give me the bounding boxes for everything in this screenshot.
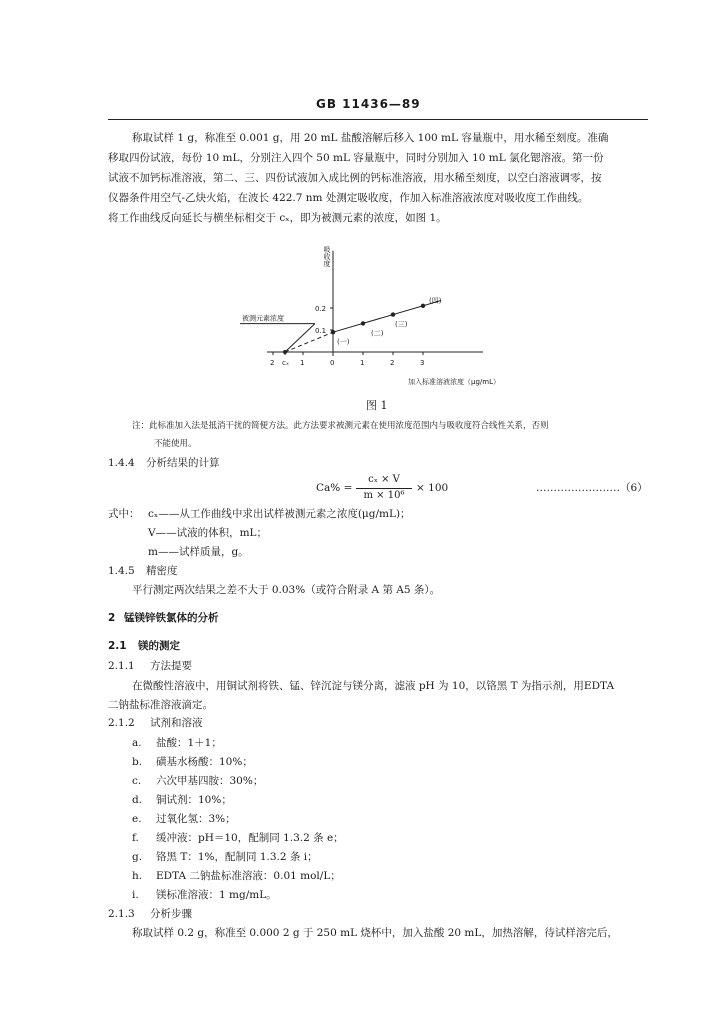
standard-addition-chart [230,232,530,392]
equation-number: ……………………（6） [536,482,648,494]
section-number: 2 [108,612,116,624]
section-title: 精密度 [146,565,178,577]
point-label: (一) [337,338,350,347]
section-number: 2.1.3 [108,908,135,920]
x-tick-label: cₓ [282,359,289,367]
list-item: 镁标准溶液：1 mg/mL。 [156,889,277,901]
list-item: 铬黑 T：1%，配制同 1.3.2 条 i； [156,851,318,863]
figure-note-line: 注：此标准加入法是抵消干扰的简便方法。此方法要求被测元素在使用浓度范围内与吸收度符合线性关系，否则 [132,421,549,431]
section-title: 分析结果的计算 [146,457,220,469]
y-axis-label: 吸收度 [323,246,331,267]
data-point [421,304,425,308]
precision-text: 平行测定两次结果之差不大于 0.03%（或符合附录 A 第 A5 条）。 [132,584,441,596]
x-axis-label: 加入标准溶液浓度（μg/mL） [408,378,500,386]
x-tick-label: 2 [270,359,275,367]
section-title: 方法提要 [150,660,192,672]
x-tick-label: 1 [300,359,305,367]
list-item: 铜试剂：10%； [156,794,232,806]
fraction-bar [356,488,412,489]
list-item-label: d. [132,794,143,806]
where-item: m——试样质量，g。 [148,546,249,558]
list-item-label: a. [132,737,142,749]
list-item: 缓冲液：pH＝10，配制同 1.3.2 条 e； [156,832,344,844]
paragraph-line: 试液不加钙标准溶液，第二、三、四份试液加入成比例的钙标准溶液，用水稀至刻度，以空白溶液调零，按 [108,172,602,184]
where-item: V——试液的体积，mL； [148,527,268,539]
list-item-label: c. [132,775,142,787]
section-number: 1.4.4 [108,457,135,469]
y-tick-label: 0.1 [315,327,327,335]
list-item: 过氧化氢：3%； [156,813,236,825]
data-point [391,312,395,316]
intercept-pointer [285,324,315,352]
formula-denominator: m × 10⁶ [363,490,405,501]
paragraph-line: 称取试样 1 g，称准至 0.001 g，用 20 mL 盐酸溶解后移入 100 mL 容量瓶中，用水稀至刻度。准确 [132,132,609,144]
section-number: 1.4.5 [108,565,135,577]
standard-code-header: GB 11436—89 [316,97,421,111]
intercept-point [283,350,287,354]
header-rule [108,119,648,120]
extrapolation-line [285,332,333,352]
list-item: EDTA 二钠盐标准溶液：0.01 mol/L； [156,870,341,882]
paragraph-line: 移取四份试液，每份 10 mL，分别注入四个 50 mL 容量瓶中，同时分别加入 10 mL 氯化锶溶液。第一份 [108,152,604,164]
section-title: 试剂和溶液 [150,717,203,729]
data-point [361,321,365,325]
figure-note-line: 不能使用。 [154,439,197,449]
x-tick-label: 0 [330,359,335,367]
list-item-label: h. [132,870,143,882]
list-item-label: f. [132,832,139,844]
x-tick-label: 1 [360,359,365,367]
paragraph-line: 在微酸性溶液中，用铜试剂将铁、锰、锌沉淀与镁分离，滤液 pH 为 10，以铬黑 T 为指示剂，用EDTA [132,680,615,692]
x-tick-label: 3 [420,359,425,367]
list-item-label: g. [132,851,143,863]
list-item: 六次甲基四胺：30%； [156,775,264,787]
list-item-label: b. [132,756,143,768]
section-number: 2.1 [108,640,127,652]
section-number: 2.1.1 [108,660,135,672]
paragraph-line: 称取试样 0.2 g，称准至 0.000 2 g 于 250 mL 烧杯中，加入盐酸 20 mL，加热溶解，待试样溶完后， [132,927,618,939]
paragraph-line: 仪器条件用空气-乙炔火焰，在波长 422.7 nm 处测定吸收度，作加入标准溶液浓度对吸收度工作曲线。 [108,192,589,204]
section-number: 2.1.2 [108,717,135,729]
formula-lhs: Ca% = [316,482,353,494]
list-item: 盐酸：1＋1； [156,737,222,749]
list-item-label: e. [132,813,142,825]
list-item-label: i. [132,889,139,901]
paragraph-line: 二钠盐标准溶液滴定。 [108,699,213,711]
point-label: (四) [429,296,442,305]
list-item: 磺基水杨酸：10%； [156,756,253,768]
intercept-label: 被测元素浓度 [242,314,284,323]
section-title: 分析步骤 [150,908,192,920]
section-title: 镁的测定 [138,640,180,652]
section-title: 锰镁锌铁氯体的分析 [124,612,219,624]
where-label: 式中： [108,508,140,520]
point-label: (二) [371,329,384,338]
paragraph-line: 将工作曲线反向延长与横坐标相交于 cₓ，即为被测元素的浓度，如图 1。 [108,212,447,224]
x-tick-label: 2 [390,359,395,367]
formula-tail: × 100 [416,482,449,494]
y-tick-label: 0.2 [315,305,327,313]
formula-numerator: cₓ × V [368,474,400,485]
point-label: (三) [395,320,408,329]
where-item: cₓ——从工作曲线中求出试样被测元素之浓度(μg/mL)； [148,508,411,520]
data-point [331,330,335,334]
figure-caption: 图 1 [366,399,388,412]
